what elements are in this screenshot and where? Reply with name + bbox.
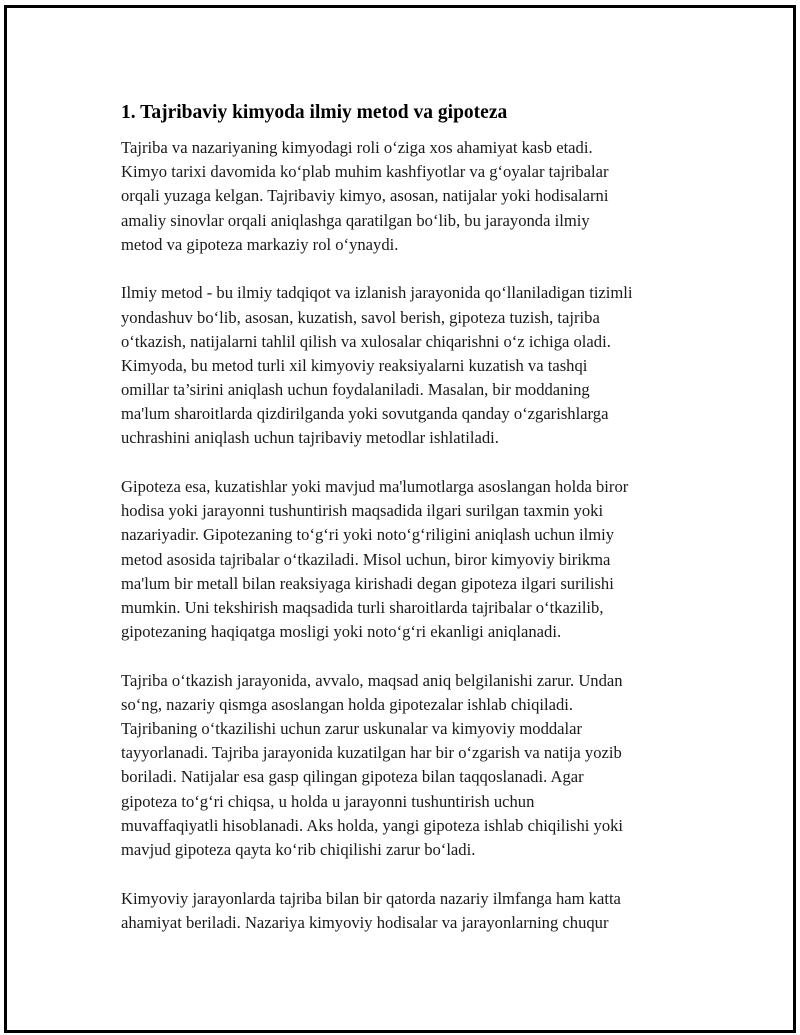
text-line: Tajribaning o‘tkazilishi uchun zarur uskunalar va kimyoviy moddalar [121, 719, 583, 739]
text-line: Tajriba o‘tkazish jarayonida, avvalo, maqsad aniq belgilanishi zarur. Undan [121, 670, 623, 690]
text-line: nazariyadir. Gipotezaning to‘g‘ri yoki noto‘g‘riligini aniqlash uchun ilmiy [121, 525, 615, 545]
text-line: mumkin. Uni tekshirish maqsadida turli sharoitlarda tajribalar o‘tkazilib, [121, 597, 604, 617]
text-line: muvaffaqiyatli hisoblanadi. Aks holda, yangi gipoteza ishlab chiqilishi yoki [121, 815, 624, 835]
text-line: hodisa yoki jarayonni tushuntirish maqsadida ilgari surilgan taxmin yoki [121, 501, 604, 521]
text-line: gipoteza to‘g‘ri chiqsa, u holda u jarayonni tushuntirish uchun [121, 791, 535, 811]
paragraph-1 [121, 136, 701, 257]
paragraph-3 [121, 475, 701, 644]
document-body [121, 100, 701, 959]
text-line: so‘ng, nazariy qismga asoslangan holda gipotezalar ishlab chiqiladi. [121, 694, 574, 714]
text-line: metod va gipoteza markaziy rol o‘ynaydi. [121, 234, 399, 254]
text-line: uchrashini aniqlash uchun tajribaviy metodlar ishlatiladi. [121, 428, 499, 448]
text-line: Kimyoda, bu metod turli xil kimyoviy reaksiyalarni kuzatish va tashqi [121, 355, 588, 375]
text-line: orqali yuzaga kelgan. Tajribaviy kimyo, asosan, natijalar yoki hodisalarni [121, 186, 609, 206]
text-line: yondashuv bo‘lib, asosan, kuzatish, savol berish, gipoteza tuzish, tajriba [121, 307, 600, 327]
text-line: Gipoteza esa, kuzatishlar yoki mavjud ma'lumotlarga asoslangan holda biror [121, 477, 629, 497]
paragraph-4 [121, 669, 701, 863]
text-line: Tajriba va nazariyaning kimyodagi roli o‘ziga xos ahamiyat kasb etadi. [121, 138, 593, 157]
text-line: Kimyoviy jarayonlarda tajriba bilan bir qatorda nazariy ilmfanga ham katta [121, 888, 621, 908]
text-line: omillar ta’sirini aniqlash uchun foydalaniladi. Masalan, bir moddaning [121, 380, 590, 400]
text-line: boriladi. Natijalar esa gasp qilingan gipoteza bilan taqqoslanadi. Agar [121, 767, 584, 787]
text-line: Ilmiy metod - bu ilmiy tadqiqot va izlanish jarayonida qo‘llaniladigan tizimli [121, 283, 633, 303]
text-line: ahamiyat beriladi. Nazariya kimyoviy hodisalar va jarayonlarning chuqur [121, 912, 609, 932]
text-line: gipotezaning haqiqatga mosligi yoki noto‘g‘ri ekanligi aniqlanadi. [121, 622, 562, 642]
text-line: amaliy sinovlar orqali aniqlashga qaratilgan bo‘lib, bu jarayonda ilmiy [121, 210, 590, 230]
text-line: o‘tkazish, natijalarni tahlil qilish va xulosalar chiqarishni o‘z ichiga oladi. [121, 331, 611, 351]
text-line: tayyorlanadi. Tajriba jarayonida kuzatilgan har bir o‘zgarish va natija yozib [121, 743, 622, 763]
paragraph-5 [121, 887, 701, 935]
section-heading: 1. Tajribaviy kimyoda ilmiy metod va gipoteza [121, 102, 508, 123]
text-line: Kimyo tarixi davomida ko‘plab muhim kashfiyotlar va g‘oyalar tajribalar [121, 162, 609, 182]
text-line: mavjud gipoteza qayta ko‘rib chiqilishi zarur bo‘ladi. [121, 840, 476, 860]
text-line: ma'lum sharoitlarda qizdirilganda yoki sovutganda qanday o‘zgarishlarga [121, 404, 609, 424]
text-line: ma'lum bir metall bilan reaksiyaga kirishadi degan gipoteza ilgari surilishi [121, 573, 614, 593]
paragraph-2 [121, 281, 701, 450]
page-frame [4, 5, 796, 1033]
text-line: metod asosida tajribalar o‘tkaziladi. Misol uchun, biror kimyoviy birikma [121, 549, 611, 569]
